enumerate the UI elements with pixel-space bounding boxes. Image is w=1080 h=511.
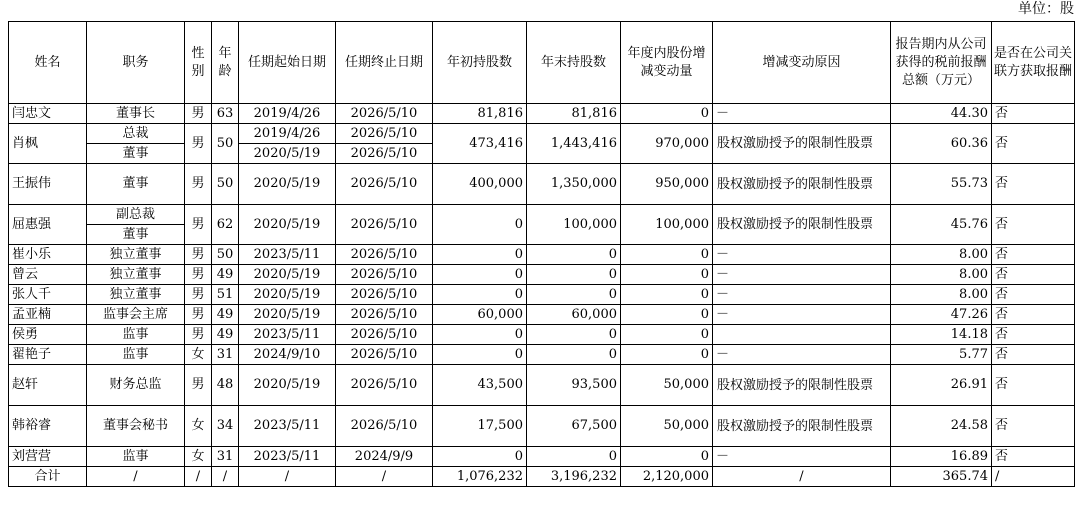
cell-final: 67,500: [527, 406, 621, 447]
cell-start: 2023/5/11: [239, 447, 336, 467]
cell-age: 31: [212, 447, 239, 467]
cell-title-2: 董事: [87, 144, 185, 164]
cell-name: 屈惠强: [9, 205, 87, 245]
cell-age: 50: [212, 124, 239, 164]
cell-final: 81,816: [527, 104, 621, 124]
cell-pay: 14.18: [891, 325, 992, 345]
cell-related: 否: [992, 447, 1075, 467]
cell-related: 否: [992, 104, 1075, 124]
cell-change: 0: [621, 305, 713, 325]
cell-title-2: 董事: [87, 225, 185, 245]
cell-pay: 47.26: [891, 305, 992, 325]
cell-title: 董事长: [87, 104, 185, 124]
cell-gender: 男: [185, 164, 212, 205]
cell-final: 0: [527, 265, 621, 285]
table-row: [9, 245, 1075, 265]
cell-title: 董事: [87, 164, 185, 205]
header-cell: 性别: [185, 22, 212, 104]
cell-reason: －: [713, 104, 891, 124]
cell-name: 侯勇: [9, 325, 87, 345]
cell-gender: 男: [185, 325, 212, 345]
cell-change: 2,120,000: [621, 467, 713, 487]
cell-title: 总裁: [87, 124, 185, 144]
cell-age: 62: [212, 205, 239, 245]
cell-end: 2026/5/10: [336, 325, 433, 345]
cell-change: 970,000: [621, 124, 713, 164]
cell-related: 否: [992, 325, 1075, 345]
cell-reason: 股权激励授予的限制性股票: [713, 124, 891, 164]
cell-pay: 8.00: [891, 265, 992, 285]
cell-name: 翟艳子: [9, 345, 87, 365]
cell-pay: 55.73: [891, 164, 992, 205]
cell-reason: －: [713, 305, 891, 325]
cell-change: 0: [621, 245, 713, 265]
header-cell: 年末持股数: [527, 22, 621, 104]
cell-age: 48: [212, 365, 239, 406]
cell-gender: 男: [185, 305, 212, 325]
header-cell: 任期起始日期: [239, 22, 336, 104]
table-row: [9, 205, 1075, 225]
cell-name: 刘营营: [9, 447, 87, 467]
cell-start: 2023/5/11: [239, 406, 336, 447]
cell-reason: 股权激励授予的限制性股票: [713, 205, 891, 245]
cell-final: 1,350,000: [527, 164, 621, 205]
cell-reason: －: [713, 245, 891, 265]
cell-related: /: [992, 467, 1075, 487]
cell-final: 0: [527, 245, 621, 265]
cell-age: 31: [212, 345, 239, 365]
cell-age: /: [212, 467, 239, 487]
cell-end: 2026/5/10: [336, 305, 433, 325]
cell-end: 2026/5/10: [336, 245, 433, 265]
cell-begin: 400,000: [433, 164, 527, 205]
header-cell: 年龄: [212, 22, 239, 104]
cell-gender: 男: [185, 265, 212, 285]
cell-related: 否: [992, 265, 1075, 285]
table-row: [9, 124, 1075, 144]
cell-change: 50,000: [621, 406, 713, 447]
cell-gender: 男: [185, 285, 212, 305]
cell-start: /: [239, 467, 336, 487]
cell-begin: 0: [433, 205, 527, 245]
cell-related: 否: [992, 345, 1075, 365]
header-cell: 姓名: [9, 22, 87, 104]
table-row: [9, 285, 1075, 305]
cell-title: 董事会秘书: [87, 406, 185, 447]
cell-start: 2020/5/19: [239, 285, 336, 305]
cell-final: 60,000: [527, 305, 621, 325]
cell-reason: 股权激励授予的限制性股票: [713, 406, 891, 447]
cell-end: 2026/5/10: [336, 345, 433, 365]
cell-pay: 8.00: [891, 245, 992, 265]
cell-pay: 5.77: [891, 345, 992, 365]
cell-change: 0: [621, 447, 713, 467]
cell-title: 副总裁: [87, 205, 185, 225]
cell-change: 0: [621, 345, 713, 365]
cell-pay: 16.89: [891, 447, 992, 467]
table-header-row: [9, 22, 1075, 104]
cell-start: 2019/4/26: [239, 104, 336, 124]
cell-related: 否: [992, 305, 1075, 325]
cell-related: 否: [992, 205, 1075, 245]
cell-begin: 0: [433, 265, 527, 285]
cell-reason: －: [713, 345, 891, 365]
cell-reason: －: [713, 447, 891, 467]
cell-reason: －: [713, 285, 891, 305]
header-cell: 年度内股份增减变动量: [621, 22, 713, 104]
header-cell: 职务: [87, 22, 185, 104]
cell-pay: 26.91: [891, 365, 992, 406]
cell-gender: 女: [185, 345, 212, 365]
cell-age: 49: [212, 305, 239, 325]
cell-change: 100,000: [621, 205, 713, 245]
unit-label: 单位：股: [1018, 1, 1074, 17]
header-cell: 年初持股数: [433, 22, 527, 104]
cell-end: 2026/5/10: [336, 285, 433, 305]
cell-reason: /: [713, 467, 891, 487]
cell-name: 王振伟: [9, 164, 87, 205]
cell-start: 2023/5/11: [239, 245, 336, 265]
cell-start: 2020/5/19: [239, 205, 336, 245]
header-cell: 任期终止日期: [336, 22, 433, 104]
cell-age: 51: [212, 285, 239, 305]
table-row: [9, 305, 1075, 325]
cell-final: 3,196,232: [527, 467, 621, 487]
table-row: [9, 406, 1075, 447]
cell-start: 2020/5/19: [239, 164, 336, 205]
cell-pay: 8.00: [891, 285, 992, 305]
header-cell: 增减变动原因: [713, 22, 891, 104]
table-row: [9, 265, 1075, 285]
cell-name: 合计: [9, 467, 87, 487]
cell-change: 0: [621, 325, 713, 345]
cell-age: 49: [212, 265, 239, 285]
cell-final: 0: [527, 325, 621, 345]
cell-pay: 60.36: [891, 124, 992, 164]
cell-change: 50,000: [621, 365, 713, 406]
cell-begin: 17,500: [433, 406, 527, 447]
cell-start: 2024/9/10: [239, 345, 336, 365]
cell-begin: 0: [433, 245, 527, 265]
cell-title: 财务总监: [87, 365, 185, 406]
table-row: [9, 447, 1075, 467]
cell-reason: 股权激励授予的限制性股票: [713, 164, 891, 205]
cell-title: 独立董事: [87, 245, 185, 265]
cell-end: 2026/5/10: [336, 406, 433, 447]
table-total-row: [9, 467, 1075, 487]
shareholding-table: [8, 21, 1075, 487]
cell-change: 0: [621, 285, 713, 305]
cell-name: 肖枫: [9, 124, 87, 164]
cell-title: 监事: [87, 345, 185, 365]
cell-final: 1,443,416: [527, 124, 621, 164]
cell-pay: 45.76: [891, 205, 992, 245]
cell-start: 2020/5/19: [239, 365, 336, 406]
cell-gender: 男: [185, 205, 212, 245]
cell-name: 曾云: [9, 265, 87, 285]
cell-begin: 473,416: [433, 124, 527, 164]
cell-begin: 0: [433, 325, 527, 345]
cell-age: 34: [212, 406, 239, 447]
cell-reason: －: [713, 265, 891, 285]
cell-name: 崔小乐: [9, 245, 87, 265]
cell-end: 2026/5/10: [336, 164, 433, 205]
cell-title: 独立董事: [87, 265, 185, 285]
cell-title: 监事会主席: [87, 305, 185, 325]
cell-begin: 81,816: [433, 104, 527, 124]
cell-gender: /: [185, 467, 212, 487]
cell-end: 2026/5/10: [336, 365, 433, 406]
cell-final: 0: [527, 447, 621, 467]
cell-age: 49: [212, 325, 239, 345]
cell-related: 否: [992, 245, 1075, 265]
cell-reason: 股权激励授予的限制性股票: [713, 365, 891, 406]
cell-gender: 男: [185, 245, 212, 265]
cell-gender: 男: [185, 124, 212, 164]
cell-age: 50: [212, 245, 239, 265]
cell-end: /: [336, 467, 433, 487]
cell-title: /: [87, 467, 185, 487]
cell-related: 否: [992, 124, 1075, 164]
cell-start: 2023/5/11: [239, 325, 336, 345]
cell-age: 63: [212, 104, 239, 124]
cell-pay: 24.58: [891, 406, 992, 447]
cell-gender: 男: [185, 365, 212, 406]
table-row: [9, 345, 1075, 365]
cell-final: 100,000: [527, 205, 621, 245]
cell-start-2: 2020/5/19: [239, 144, 336, 164]
table-row: [9, 104, 1075, 124]
cell-begin: 1,076,232: [433, 467, 527, 487]
table-row: [9, 164, 1075, 205]
cell-related: 否: [992, 406, 1075, 447]
cell-name: 韩裕睿: [9, 406, 87, 447]
cell-end: 2024/9/9: [336, 447, 433, 467]
table-row: [9, 325, 1075, 345]
cell-age: 50: [212, 164, 239, 205]
cell-end: 2026/5/10: [336, 104, 433, 124]
cell-title: 独立董事: [87, 285, 185, 305]
cell-name: 张人千: [9, 285, 87, 305]
cell-pay: 365.74: [891, 467, 992, 487]
cell-gender: 女: [185, 406, 212, 447]
cell-reason: [713, 325, 891, 345]
cell-change: 0: [621, 265, 713, 285]
cell-begin: 0: [433, 345, 527, 365]
cell-start: 2019/4/26: [239, 124, 336, 144]
cell-related: 否: [992, 285, 1075, 305]
cell-begin: 43,500: [433, 365, 527, 406]
cell-name: 赵轩: [9, 365, 87, 406]
header-cell: 报告期内从公司获得的税前报酬总额（万元）: [891, 22, 992, 104]
cell-end: 2026/5/10: [336, 265, 433, 285]
cell-name: 闫忠文: [9, 104, 87, 124]
cell-end: 2026/5/10: [336, 124, 433, 144]
cell-final: 0: [527, 285, 621, 305]
cell-name: 孟亚楠: [9, 305, 87, 325]
cell-final: 93,500: [527, 365, 621, 406]
cell-gender: 男: [185, 104, 212, 124]
table-row: [9, 365, 1075, 406]
cell-start: 2020/5/19: [239, 305, 336, 325]
cell-title: 监事: [87, 447, 185, 467]
cell-gender: 女: [185, 447, 212, 467]
cell-related: 否: [992, 365, 1075, 406]
cell-end: 2026/5/10: [336, 205, 433, 245]
header-cell: 是否在公司关联方获取报酬: [992, 22, 1075, 104]
cell-begin: 60,000: [433, 305, 527, 325]
cell-related: 否: [992, 164, 1075, 205]
cell-title: 监事: [87, 325, 185, 345]
cell-final: 0: [527, 345, 621, 365]
cell-end-2: 2026/5/10: [336, 144, 433, 164]
cell-change: 0: [621, 104, 713, 124]
cell-pay: 44.30: [891, 104, 992, 124]
cell-start: 2020/5/19: [239, 265, 336, 285]
cell-begin: 0: [433, 285, 527, 305]
cell-change: 950,000: [621, 164, 713, 205]
cell-begin: 0: [433, 447, 527, 467]
